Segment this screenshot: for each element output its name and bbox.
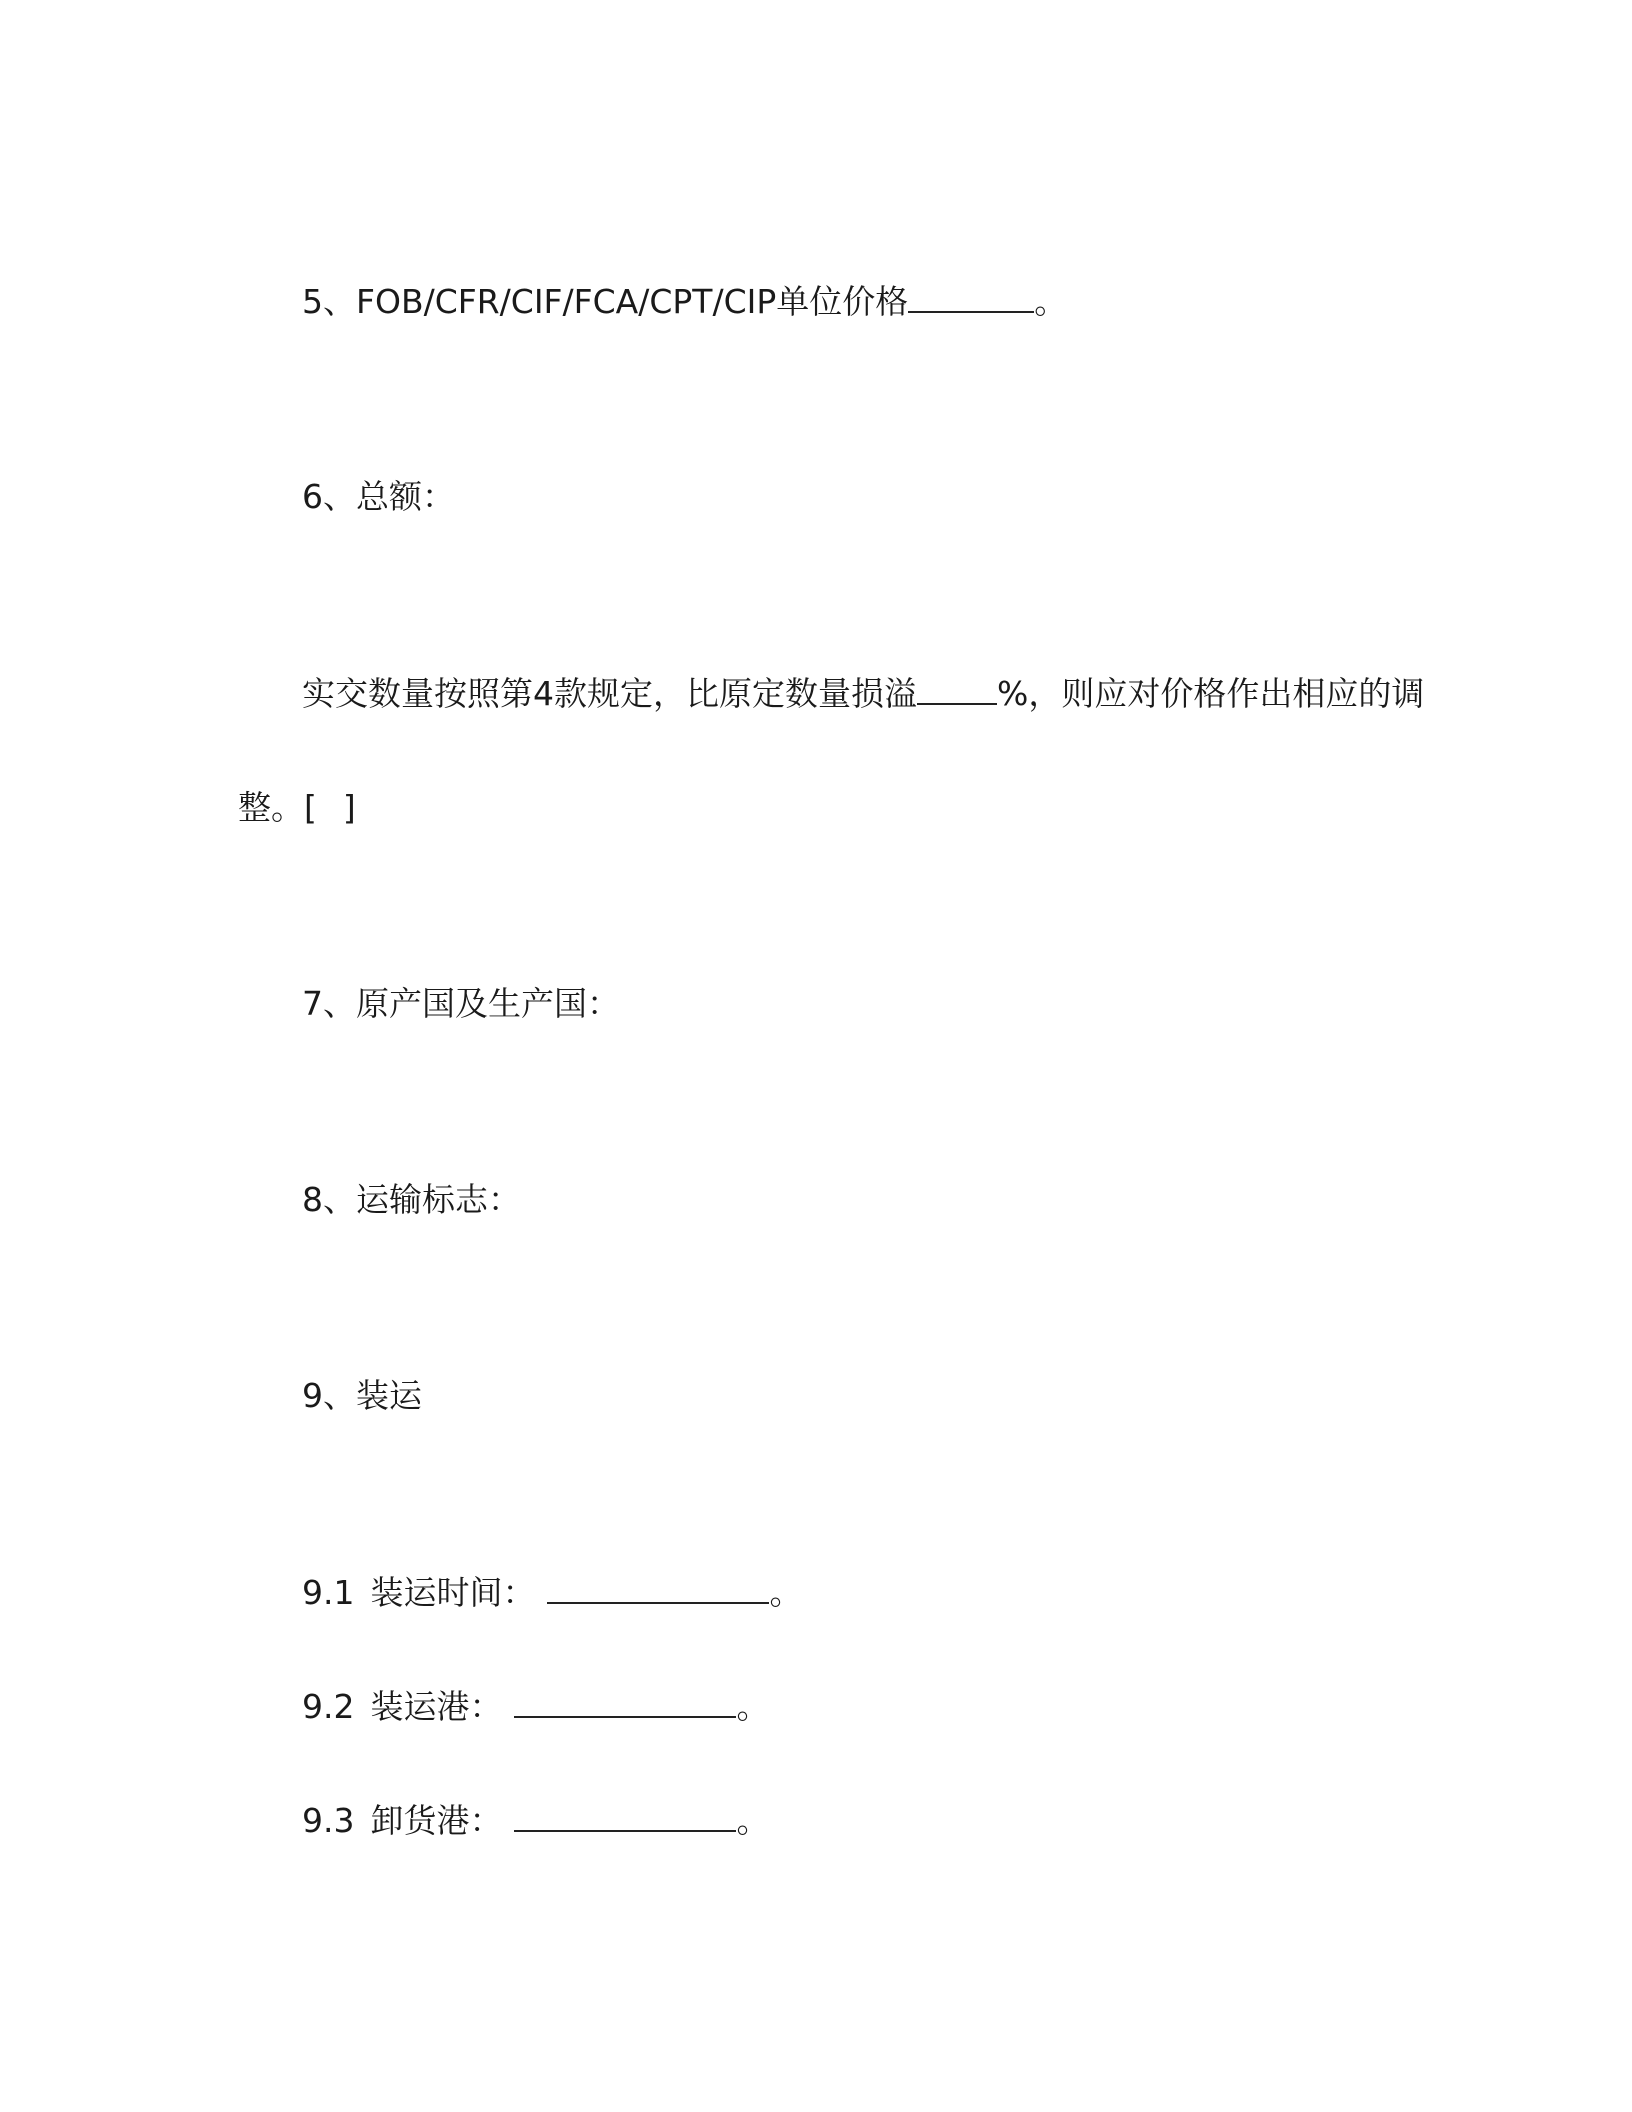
loading-port-blank bbox=[514, 1686, 736, 1718]
adjust-part-4: ] bbox=[342, 788, 356, 827]
item-9-2-loading-port bbox=[302, 1686, 769, 1727]
item-6-text: 6、总额： bbox=[302, 477, 455, 516]
item-6-total bbox=[302, 477, 455, 517]
adjust-part-1: 实交数量按照第4款规定，比原定数量损溢 bbox=[302, 674, 917, 713]
item-5-unit-price bbox=[302, 281, 1067, 322]
item-5-end: 。 bbox=[1034, 282, 1068, 321]
adjust-part-2: %，则应对价格作出相应的调 bbox=[997, 674, 1425, 713]
unit-price-blank bbox=[908, 281, 1034, 313]
item-7-origin bbox=[302, 984, 620, 1024]
item-9-3-label: 卸货港： bbox=[370, 1801, 503, 1840]
item-9-2-end: 。 bbox=[736, 1687, 770, 1726]
item-9-1-end: 。 bbox=[769, 1573, 803, 1612]
adjust-part-3: 整。[ bbox=[238, 788, 317, 827]
item-9-1-label: 装运时间： bbox=[370, 1573, 536, 1612]
item-8-text: 8、运输标志： bbox=[302, 1180, 521, 1219]
item-9-2-label: 装运港： bbox=[370, 1687, 503, 1726]
item-9-text: 9、装运 bbox=[302, 1376, 422, 1415]
discharge-port-blank bbox=[514, 1800, 736, 1832]
item-9-3-num: 9.3 bbox=[302, 1801, 355, 1840]
item-9-2-num: 9.2 bbox=[302, 1687, 355, 1726]
item-5-text: 5、FOB/CFR/CIF/FCA/CPT/CIP单位价格 bbox=[302, 282, 909, 321]
adjust-line-2 bbox=[238, 788, 356, 828]
tolerance-blank bbox=[917, 673, 997, 705]
item-9-shipment bbox=[302, 1376, 422, 1416]
item-8-marks bbox=[302, 1180, 521, 1220]
item-9-1-num: 9.1 bbox=[302, 1573, 355, 1612]
item-9-3-discharge-port bbox=[302, 1800, 769, 1841]
shipment-time-blank bbox=[547, 1572, 769, 1604]
item-7-text: 7、原产国及生产国： bbox=[302, 984, 620, 1023]
adjust-line-1 bbox=[302, 673, 1424, 714]
item-9-1-shipment-time bbox=[302, 1572, 802, 1613]
item-9-3-end: 。 bbox=[736, 1801, 770, 1840]
